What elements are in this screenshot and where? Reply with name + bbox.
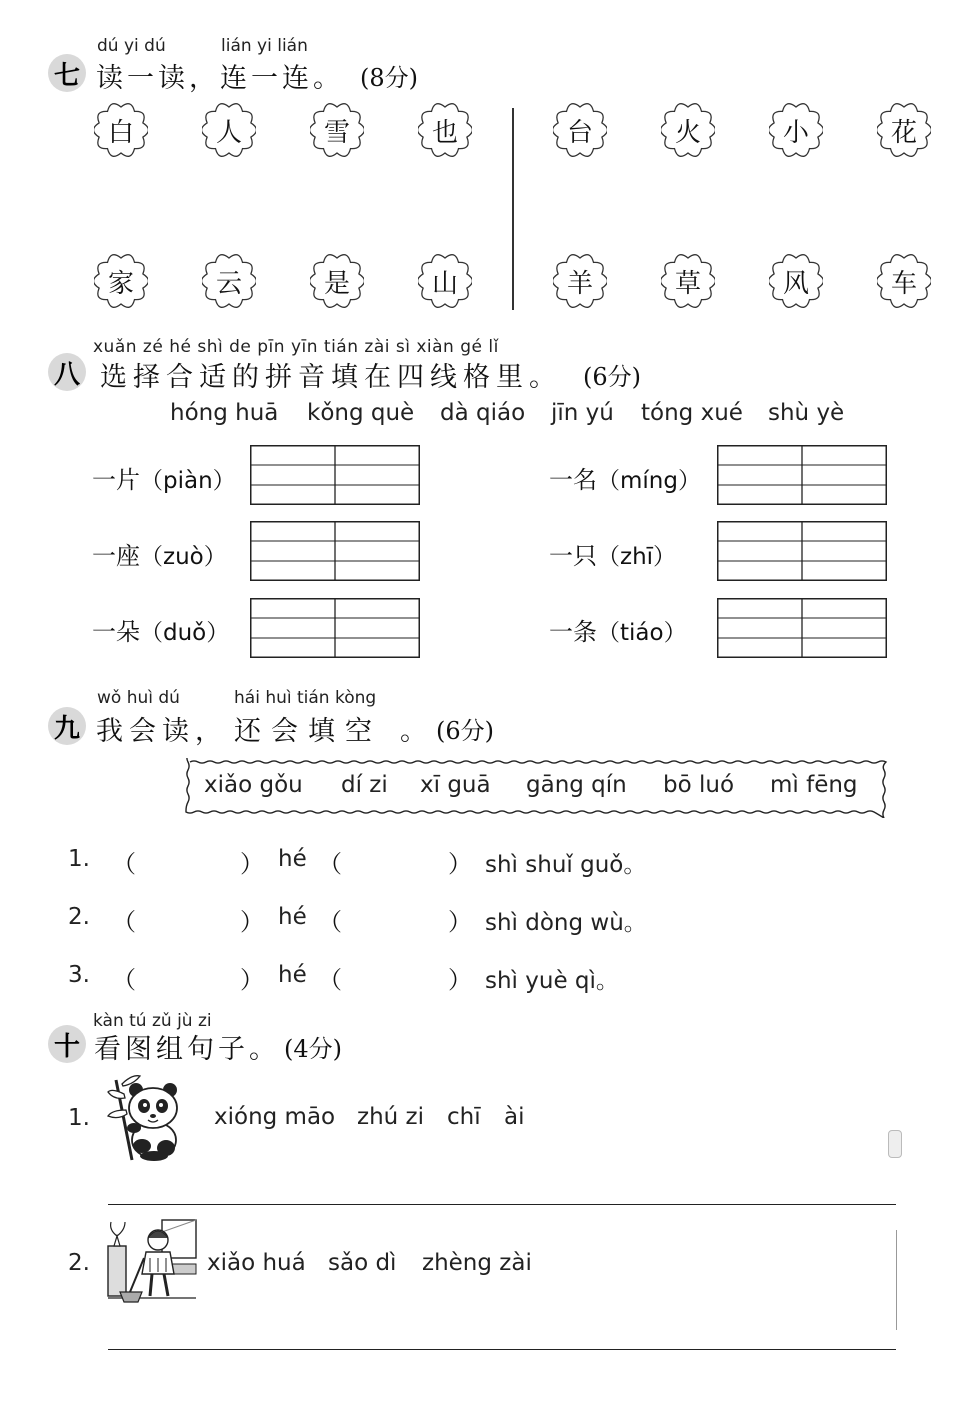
section8-word: kǒng què <box>307 400 415 426</box>
section7-score: (8分) <box>360 64 418 92</box>
section9-title-1: 我会读， <box>96 716 228 747</box>
section10-item-number: 2. <box>68 1250 90 1276</box>
close-paren: ） <box>240 850 264 878</box>
flower-character: 草 <box>674 268 701 299</box>
four-line-grid[interactable] <box>717 445 887 505</box>
section7-title-1: 读一读， <box>96 63 220 94</box>
section7-number-badge: 七 <box>48 54 86 92</box>
page-edge-mark <box>896 1230 897 1330</box>
close-paren: ） <box>240 966 264 994</box>
character-flower[interactable] <box>553 254 607 308</box>
character-flower[interactable] <box>553 103 607 157</box>
section10-word: zhèng zài <box>422 1250 532 1276</box>
fill-item-number: 2. <box>68 904 90 930</box>
flower-character: 花 <box>890 117 917 148</box>
fill-blank-1[interactable] <box>135 846 240 874</box>
character-flower[interactable] <box>769 254 823 308</box>
section9-word: xī guā <box>420 772 491 798</box>
section8-row-label-left-1: 一片（piàn） <box>92 466 236 494</box>
section9-word: bō luó <box>663 772 735 798</box>
section9-title-3: 。 <box>400 716 431 747</box>
flower-character: 羊 <box>566 268 593 299</box>
flower-character: 车 <box>890 268 917 299</box>
flower-character: 小 <box>782 117 809 148</box>
section8-word: hóng huā <box>170 400 279 426</box>
close-paren: ） <box>240 908 264 936</box>
section9-word: xiǎo gǒu <box>204 772 303 798</box>
character-flower[interactable] <box>418 103 472 157</box>
character-flower[interactable] <box>310 103 364 157</box>
character-flower[interactable] <box>877 254 931 308</box>
close-paren: ） <box>448 966 472 994</box>
section10-word: sǎo dì <box>328 1250 397 1276</box>
four-line-grid[interactable] <box>250 598 420 658</box>
section10-item-number: 1. <box>68 1105 90 1131</box>
character-flower[interactable] <box>661 103 715 157</box>
section10-answer-line-1[interactable] <box>108 1204 896 1205</box>
section10-word: xióng māo <box>214 1104 336 1130</box>
boy-sweeping-icon <box>106 1218 198 1308</box>
section9-word: gāng qín <box>526 772 627 798</box>
section8-number-badge: 八 <box>48 353 86 391</box>
section10-word: chī <box>447 1104 481 1130</box>
flower-character: 人 <box>215 117 242 148</box>
page-edge-tab <box>888 1130 902 1158</box>
fill-tail-text: shì dòng wù。 <box>485 910 647 936</box>
character-flower[interactable] <box>877 103 931 157</box>
section8-row-label-right-2: 一只（zhī） <box>549 542 677 570</box>
section7-title-pinyin-1: dú yi dú <box>97 36 166 56</box>
section9-number-badge: 九 <box>48 707 86 745</box>
character-flower[interactable] <box>94 103 148 157</box>
fill-join-word: hé <box>278 846 307 872</box>
section10-word: ài <box>504 1104 525 1130</box>
four-line-grid[interactable] <box>250 521 420 581</box>
fill-join-word: hé <box>278 904 307 930</box>
section8-row-label-left-2: 一座（zuò） <box>92 542 227 570</box>
flower-character: 也 <box>431 117 458 148</box>
fill-blank-1[interactable] <box>135 962 240 990</box>
fill-blank-2[interactable] <box>341 904 446 932</box>
section7-divider <box>512 108 514 310</box>
section10-word: zhú zi <box>357 1104 425 1130</box>
section8-title: 选择合适的拼音填在四线格里。 <box>100 362 562 393</box>
flower-character: 是 <box>323 268 350 299</box>
character-flower[interactable] <box>418 254 472 308</box>
section8-word: dà qiáo <box>440 400 526 426</box>
section9-score: (6分) <box>436 717 494 745</box>
section10-word: xiǎo huá <box>207 1250 306 1276</box>
open-paren: （ <box>318 850 342 878</box>
open-paren: （ <box>112 850 136 878</box>
section10-number-badge: 十 <box>48 1025 86 1063</box>
section9-title-2: 还会填空 <box>234 716 382 747</box>
character-flower[interactable] <box>202 254 256 308</box>
fill-item-number: 1. <box>68 846 90 872</box>
flower-character: 风 <box>782 268 809 299</box>
fill-tail-text: shì shuǐ guǒ。 <box>485 852 647 878</box>
section7-title-2: 连一连。 <box>220 63 344 94</box>
section8-row-label-left-3: 一朵（duǒ） <box>92 618 230 646</box>
character-flower[interactable] <box>769 103 823 157</box>
section9-word-bank <box>184 770 888 810</box>
fill-blank-2[interactable] <box>341 962 446 990</box>
section7-title-pinyin-2: lián yi lián <box>221 36 308 56</box>
flower-character: 白 <box>107 117 134 148</box>
close-paren: ） <box>448 908 472 936</box>
section9-title-pinyin-1: wǒ huì dú <box>97 688 180 708</box>
flower-character: 火 <box>674 117 701 148</box>
section10-title-pinyin: kàn tú zǔ jù zi <box>93 1011 212 1031</box>
section9-word: mì fēng <box>770 772 858 798</box>
character-flower[interactable] <box>661 254 715 308</box>
character-flower[interactable] <box>310 254 364 308</box>
flower-character: 雪 <box>323 117 350 148</box>
fill-join-word: hé <box>278 962 307 988</box>
flower-character: 云 <box>215 268 242 299</box>
fill-tail-text: shì yuè qì。 <box>485 968 619 994</box>
section8-word: shù yè <box>768 400 845 426</box>
section8-word: tóng xué <box>641 400 743 426</box>
flower-character: 台 <box>566 117 593 148</box>
section8-row-label-right-3: 一条（tiáo） <box>549 618 687 646</box>
open-paren: （ <box>112 966 136 994</box>
section9-word: dí zi <box>341 772 388 798</box>
open-paren: （ <box>112 908 136 936</box>
fill-blank-2[interactable] <box>341 846 446 874</box>
four-line-grid[interactable] <box>717 521 887 581</box>
panda-bamboo-icon <box>106 1074 184 1162</box>
four-line-grid[interactable] <box>717 598 887 658</box>
flower-character: 家 <box>107 268 134 299</box>
section10-answer-line-2[interactable] <box>108 1349 896 1350</box>
section9-title-pinyin-2: hái huì tián kòng <box>234 688 377 708</box>
section8-title-pinyin: xuǎn zé hé shì de pīn yīn tián zài sì xiàn gé lǐ <box>93 337 499 357</box>
open-paren: （ <box>318 908 342 936</box>
character-flower[interactable] <box>94 254 148 308</box>
section10-title: 看图组句子。 <box>94 1034 280 1065</box>
fill-blank-1[interactable] <box>135 904 240 932</box>
character-flower[interactable] <box>202 103 256 157</box>
open-paren: （ <box>318 966 342 994</box>
section8-word: jīn yú <box>551 400 614 426</box>
section8-score: (6分) <box>583 363 641 391</box>
section8-row-label-right-1: 一名（míng） <box>549 466 701 494</box>
four-line-grid[interactable] <box>250 445 420 505</box>
fill-item-number: 3. <box>68 962 90 988</box>
flower-character: 山 <box>431 268 458 299</box>
section10-score: (4分) <box>284 1035 342 1063</box>
close-paren: ） <box>448 850 472 878</box>
